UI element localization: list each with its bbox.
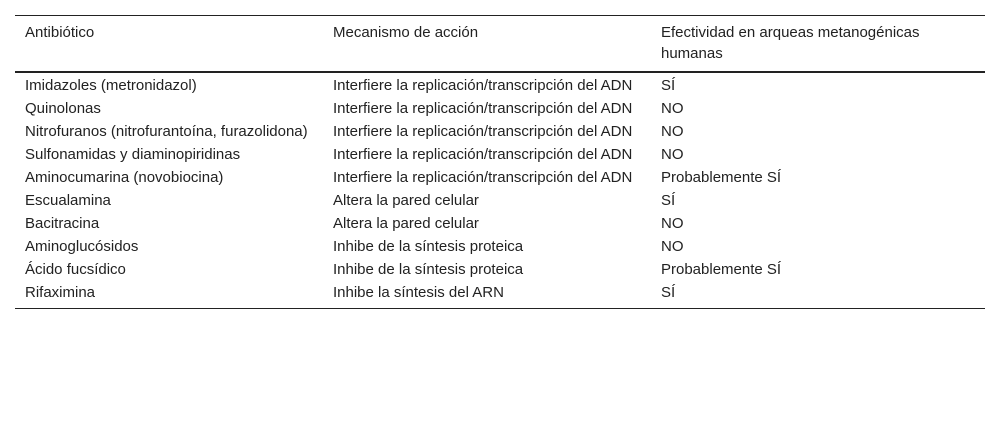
antibiotics-table — [15, 15, 985, 309]
cell-mechanism: Altera la pared celular — [333, 215, 479, 232]
cell-antibiotic: Escualamina — [25, 192, 111, 209]
cell-antibiotic: Imidazoles (metronidazol) — [25, 77, 197, 94]
header-mechanism: Mecanismo de acción — [323, 16, 651, 73]
cell-effectiveness: NO — [661, 146, 684, 163]
cell-effectiveness: NO — [661, 123, 684, 140]
header-effectiveness: Efectividad en arqueas metanogénicas humanas — [651, 16, 985, 73]
table-row — [15, 235, 985, 258]
cell-mechanism: Inhibe la síntesis del ARN — [323, 281, 651, 309]
cell-antibiotic: Rifaximina — [15, 281, 323, 309]
cell-effectiveness: NO — [661, 215, 684, 232]
cell-mechanism: Altera la pared celular — [333, 192, 479, 209]
header-row — [15, 16, 985, 73]
table-header — [15, 16, 985, 73]
table-row — [15, 189, 985, 212]
cell-mechanism: Interfiere la replicación/transcripción del ADN — [333, 77, 633, 94]
cell-effectiveness: SÍ — [651, 281, 985, 309]
cell-antibiotic: Sulfonamidas y diaminopiridinas — [25, 146, 241, 163]
antibiotics-table-container — [15, 15, 985, 309]
cell-antibiotic: Ácido fucsídico — [25, 261, 126, 278]
cell-effectiveness: Probablemente SÍ — [661, 169, 782, 186]
cell-effectiveness: Probablemente SÍ — [661, 261, 782, 278]
cell-antibiotic: Quinolonas — [25, 100, 101, 117]
cell-effectiveness: NO — [661, 100, 684, 117]
table-row — [15, 281, 985, 309]
cell-antibiotic: Nitrofuranos (nitrofurantoína, furazolidona) — [25, 123, 308, 140]
table-row — [15, 120, 985, 143]
table-row — [15, 97, 985, 120]
table-row — [15, 166, 985, 189]
cell-effectiveness: NO — [661, 238, 684, 255]
table-row — [15, 143, 985, 166]
cell-effectiveness: SÍ — [661, 77, 676, 94]
cell-antibiotic: Aminoglucósidos — [25, 238, 139, 255]
table-row — [15, 72, 985, 97]
cell-antibiotic: Bacitracina — [25, 215, 100, 232]
cell-effectiveness: SÍ — [661, 192, 676, 209]
cell-mechanism: Interfiere la replicación/transcripción del ADN — [333, 146, 633, 163]
cell-mechanism: Interfiere la replicación/transcripción del ADN — [333, 100, 633, 117]
table-row — [15, 258, 985, 281]
table-body — [15, 72, 985, 309]
header-antibiotic: Antibiótico — [15, 16, 323, 73]
cell-antibiotic: Aminocumarina (novobiocina) — [25, 169, 224, 186]
cell-mechanism: Inhibe de la síntesis proteica — [333, 261, 524, 278]
cell-mechanism: Interfiere la replicación/transcripción del ADN — [333, 169, 633, 186]
cell-mechanism: Inhibe de la síntesis proteica — [333, 238, 524, 255]
table-row — [15, 212, 985, 235]
cell-mechanism: Interfiere la replicación/transcripción del ADN — [333, 123, 633, 140]
